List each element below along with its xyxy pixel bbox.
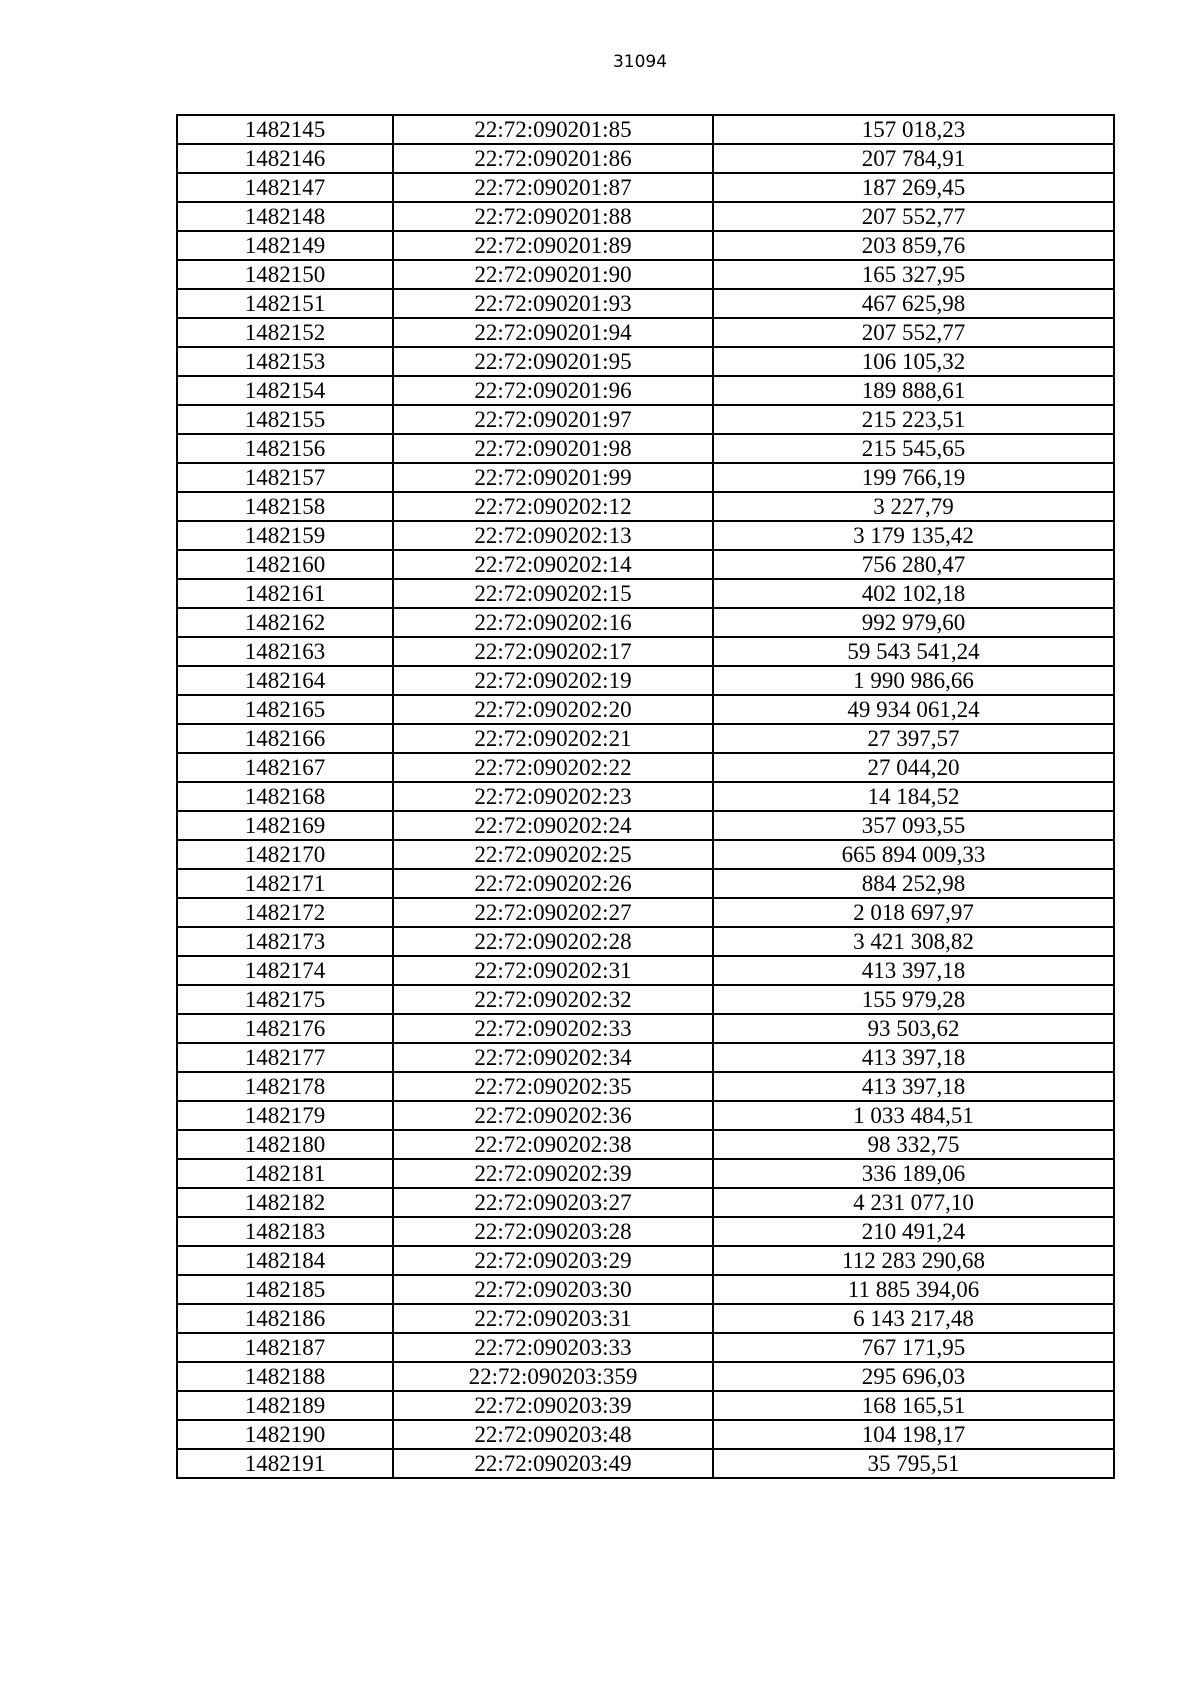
- value-cell: 11 885 394,06: [713, 1275, 1114, 1304]
- cadastral-number-cell: 22:72:090202:36: [393, 1101, 713, 1130]
- cadastral-number-cell: 22:72:090201:98: [393, 434, 713, 463]
- page-number: 31094: [612, 52, 668, 72]
- value-cell: 413 397,18: [713, 1043, 1114, 1072]
- cadastral-number-cell: 22:72:090202:23: [393, 782, 713, 811]
- record-number-cell: 1482161: [177, 579, 393, 608]
- cadastral-number-cell: 22:72:090201:95: [393, 347, 713, 376]
- record-number-cell: 1482182: [177, 1188, 393, 1217]
- value-cell: 189 888,61: [713, 376, 1114, 405]
- record-number-cell: 1482159: [177, 521, 393, 550]
- record-number-cell: 1482175: [177, 985, 393, 1014]
- record-number-cell: 1482189: [177, 1391, 393, 1420]
- table-row: [177, 318, 1114, 347]
- record-number-cell: 1482188: [177, 1362, 393, 1391]
- record-number-cell: 1482168: [177, 782, 393, 811]
- value-cell: 210 491,24: [713, 1217, 1114, 1246]
- table-row: [177, 753, 1114, 782]
- cadastral-number-cell: 22:72:090203:31: [393, 1304, 713, 1333]
- table-row: [177, 1333, 1114, 1362]
- cadastral-number-cell: 22:72:090203:39: [393, 1391, 713, 1420]
- cadastral-number-cell: 22:72:090201:97: [393, 405, 713, 434]
- record-number-cell: 1482170: [177, 840, 393, 869]
- table-row: [177, 1420, 1114, 1449]
- value-cell: 207 784,91: [713, 144, 1114, 173]
- value-cell: 93 503,62: [713, 1014, 1114, 1043]
- value-cell: 756 280,47: [713, 550, 1114, 579]
- record-number-cell: 1482172: [177, 898, 393, 927]
- cadastral-number-cell: 22:72:090201:89: [393, 231, 713, 260]
- value-cell: 112 283 290,68: [713, 1246, 1114, 1275]
- table-row: [177, 1275, 1114, 1304]
- record-number-cell: 1482146: [177, 144, 393, 173]
- cadastral-number-cell: 22:72:090201:87: [393, 173, 713, 202]
- value-cell: 1 990 986,66: [713, 666, 1114, 695]
- table-row: [177, 1101, 1114, 1130]
- cadastral-number-cell: 22:72:090202:27: [393, 898, 713, 927]
- cadastral-number-cell: 22:72:090202:39: [393, 1159, 713, 1188]
- record-number-cell: 1482166: [177, 724, 393, 753]
- value-cell: 165 327,95: [713, 260, 1114, 289]
- table-row: [177, 1014, 1114, 1043]
- table-row: [177, 579, 1114, 608]
- value-cell: 98 332,75: [713, 1130, 1114, 1159]
- record-number-cell: 1482187: [177, 1333, 393, 1362]
- value-cell: 2 018 697,97: [713, 898, 1114, 927]
- value-cell: 203 859,76: [713, 231, 1114, 260]
- value-cell: 665 894 009,33: [713, 840, 1114, 869]
- table-row: [177, 869, 1114, 898]
- value-cell: 215 223,51: [713, 405, 1114, 434]
- cadastral-number-cell: 22:72:090202:15: [393, 579, 713, 608]
- value-cell: 35 795,51: [713, 1449, 1114, 1478]
- value-cell: 3 227,79: [713, 492, 1114, 521]
- cadastral-number-cell: 22:72:090202:16: [393, 608, 713, 637]
- value-cell: 992 979,60: [713, 608, 1114, 637]
- cadastral-number-cell: 22:72:090202:22: [393, 753, 713, 782]
- cadastral-number-cell: 22:72:090202:35: [393, 1072, 713, 1101]
- value-cell: 413 397,18: [713, 956, 1114, 985]
- value-cell: 199 766,19: [713, 463, 1114, 492]
- record-number-cell: 1482181: [177, 1159, 393, 1188]
- cadastral-number-cell: 22:72:090202:19: [393, 666, 713, 695]
- table-row: [177, 1217, 1114, 1246]
- value-cell: 3 179 135,42: [713, 521, 1114, 550]
- cadastral-number-cell: 22:72:090203:30: [393, 1275, 713, 1304]
- table-row: [177, 1188, 1114, 1217]
- record-number-cell: 1482183: [177, 1217, 393, 1246]
- table-row: [177, 840, 1114, 869]
- value-cell: 336 189,06: [713, 1159, 1114, 1188]
- record-number-cell: 1482157: [177, 463, 393, 492]
- cadastral-number-cell: 22:72:090201:99: [393, 463, 713, 492]
- record-number-cell: 1482165: [177, 695, 393, 724]
- table-row: [177, 1072, 1114, 1101]
- record-number-cell: 1482190: [177, 1420, 393, 1449]
- record-number-cell: 1482178: [177, 1072, 393, 1101]
- cadastral-number-cell: 22:72:090201:96: [393, 376, 713, 405]
- table-row: [177, 463, 1114, 492]
- value-cell: 155 979,28: [713, 985, 1114, 1014]
- record-number-cell: 1482160: [177, 550, 393, 579]
- table-row: [177, 492, 1114, 521]
- table-row: [177, 637, 1114, 666]
- cadastral-number-cell: 22:72:090202:33: [393, 1014, 713, 1043]
- record-number-cell: 1482150: [177, 260, 393, 289]
- record-number-cell: 1482177: [177, 1043, 393, 1072]
- table-row: [177, 202, 1114, 231]
- record-number-cell: 1482169: [177, 811, 393, 840]
- record-number-cell: 1482176: [177, 1014, 393, 1043]
- cadastral-number-cell: 22:72:090202:17: [393, 637, 713, 666]
- table-row: [177, 898, 1114, 927]
- record-number-cell: 1482151: [177, 289, 393, 318]
- value-cell: 207 552,77: [713, 202, 1114, 231]
- value-cell: 1 033 484,51: [713, 1101, 1114, 1130]
- cadastral-number-cell: 22:72:090202:32: [393, 985, 713, 1014]
- cadastral-number-cell: 22:72:090201:90: [393, 260, 713, 289]
- table-row: [177, 1391, 1114, 1420]
- table-row: [177, 115, 1114, 144]
- table-row: [177, 144, 1114, 173]
- table-body: [177, 115, 1114, 1478]
- cadastral-number-cell: 22:72:090201:85: [393, 115, 713, 144]
- cadastral-number-cell: 22:72:090201:94: [393, 318, 713, 347]
- value-cell: 467 625,98: [713, 289, 1114, 318]
- data-table: [176, 114, 1115, 1479]
- cadastral-number-cell: 22:72:090202:31: [393, 956, 713, 985]
- table-row: [177, 666, 1114, 695]
- record-number-cell: 1482153: [177, 347, 393, 376]
- value-cell: 157 018,23: [713, 115, 1114, 144]
- cadastral-number-cell: 22:72:090202:21: [393, 724, 713, 753]
- cadastral-number-cell: 22:72:090202:28: [393, 927, 713, 956]
- table-row: [177, 376, 1114, 405]
- table-row: [177, 1159, 1114, 1188]
- table-row: [177, 521, 1114, 550]
- table-row: [177, 1043, 1114, 1072]
- table-row: [177, 347, 1114, 376]
- value-cell: 3 421 308,82: [713, 927, 1114, 956]
- cadastral-number-cell: 22:72:090202:24: [393, 811, 713, 840]
- value-cell: 27 044,20: [713, 753, 1114, 782]
- record-number-cell: 1482173: [177, 927, 393, 956]
- table-row: [177, 811, 1114, 840]
- table-row: [177, 434, 1114, 463]
- record-number-cell: 1482147: [177, 173, 393, 202]
- value-cell: 187 269,45: [713, 173, 1114, 202]
- value-cell: 27 397,57: [713, 724, 1114, 753]
- record-number-cell: 1482148: [177, 202, 393, 231]
- record-number-cell: 1482185: [177, 1275, 393, 1304]
- value-cell: 207 552,77: [713, 318, 1114, 347]
- cadastral-number-cell: 22:72:090202:13: [393, 521, 713, 550]
- table-row: [177, 231, 1114, 260]
- value-cell: 168 165,51: [713, 1391, 1114, 1420]
- record-number-cell: 1482171: [177, 869, 393, 898]
- table-row: [177, 260, 1114, 289]
- value-cell: 215 545,65: [713, 434, 1114, 463]
- record-number-cell: 1482145: [177, 115, 393, 144]
- cadastral-number-cell: 22:72:090203:359: [393, 1362, 713, 1391]
- cadastral-number-cell: 22:72:090202:20: [393, 695, 713, 724]
- cadastral-number-cell: 22:72:090203:28: [393, 1217, 713, 1246]
- record-number-cell: 1482184: [177, 1246, 393, 1275]
- record-number-cell: 1482186: [177, 1304, 393, 1333]
- table-row: [177, 608, 1114, 637]
- value-cell: 413 397,18: [713, 1072, 1114, 1101]
- value-cell: 884 252,98: [713, 869, 1114, 898]
- record-number-cell: 1482149: [177, 231, 393, 260]
- cadastral-number-cell: 22:72:090202:38: [393, 1130, 713, 1159]
- table-row: [177, 1304, 1114, 1333]
- cadastral-number-cell: 22:72:090203:33: [393, 1333, 713, 1362]
- cadastral-number-cell: 22:72:090201:93: [393, 289, 713, 318]
- table-row: [177, 927, 1114, 956]
- value-cell: 357 093,55: [713, 811, 1114, 840]
- record-number-cell: 1482152: [177, 318, 393, 347]
- table-row: [177, 173, 1114, 202]
- cadastral-number-cell: 22:72:090202:34: [393, 1043, 713, 1072]
- value-cell: 4 231 077,10: [713, 1188, 1114, 1217]
- cadastral-number-cell: 22:72:090202:26: [393, 869, 713, 898]
- record-number-cell: 1482174: [177, 956, 393, 985]
- value-cell: 402 102,18: [713, 579, 1114, 608]
- table-row: [177, 985, 1114, 1014]
- cadastral-number-cell: 22:72:090203:49: [393, 1449, 713, 1478]
- cadastral-number-cell: 22:72:090202:25: [393, 840, 713, 869]
- record-number-cell: 1482156: [177, 434, 393, 463]
- table-row: [177, 289, 1114, 318]
- record-number-cell: 1482163: [177, 637, 393, 666]
- table-row: [177, 1130, 1114, 1159]
- cadastral-number-cell: 22:72:090201:88: [393, 202, 713, 231]
- record-number-cell: 1482179: [177, 1101, 393, 1130]
- record-number-cell: 1482158: [177, 492, 393, 521]
- table-row: [177, 405, 1114, 434]
- value-cell: 106 105,32: [713, 347, 1114, 376]
- record-number-cell: 1482191: [177, 1449, 393, 1478]
- record-number-cell: 1482154: [177, 376, 393, 405]
- cadastral-number-cell: 22:72:090202:12: [393, 492, 713, 521]
- cadastral-number-cell: 22:72:090203:29: [393, 1246, 713, 1275]
- table-row: [177, 782, 1114, 811]
- cadastral-number-cell: 22:72:090201:86: [393, 144, 713, 173]
- cadastral-number-cell: 22:72:090203:27: [393, 1188, 713, 1217]
- value-cell: 295 696,03: [713, 1362, 1114, 1391]
- table-row: [177, 724, 1114, 753]
- record-number-cell: 1482162: [177, 608, 393, 637]
- table-row: [177, 695, 1114, 724]
- table-row: [177, 1449, 1114, 1478]
- value-cell: 59 543 541,24: [713, 637, 1114, 666]
- table-row: [177, 1246, 1114, 1275]
- table-row: [177, 550, 1114, 579]
- record-number-cell: 1482167: [177, 753, 393, 782]
- cadastral-number-cell: 22:72:090203:48: [393, 1420, 713, 1449]
- record-number-cell: 1482180: [177, 1130, 393, 1159]
- value-cell: 49 934 061,24: [713, 695, 1114, 724]
- value-cell: 6 143 217,48: [713, 1304, 1114, 1333]
- table-row: [177, 1362, 1114, 1391]
- record-number-cell: 1482155: [177, 405, 393, 434]
- value-cell: 14 184,52: [713, 782, 1114, 811]
- value-cell: 767 171,95: [713, 1333, 1114, 1362]
- cadastral-number-cell: 22:72:090202:14: [393, 550, 713, 579]
- value-cell: 104 198,17: [713, 1420, 1114, 1449]
- table-row: [177, 956, 1114, 985]
- record-number-cell: 1482164: [177, 666, 393, 695]
